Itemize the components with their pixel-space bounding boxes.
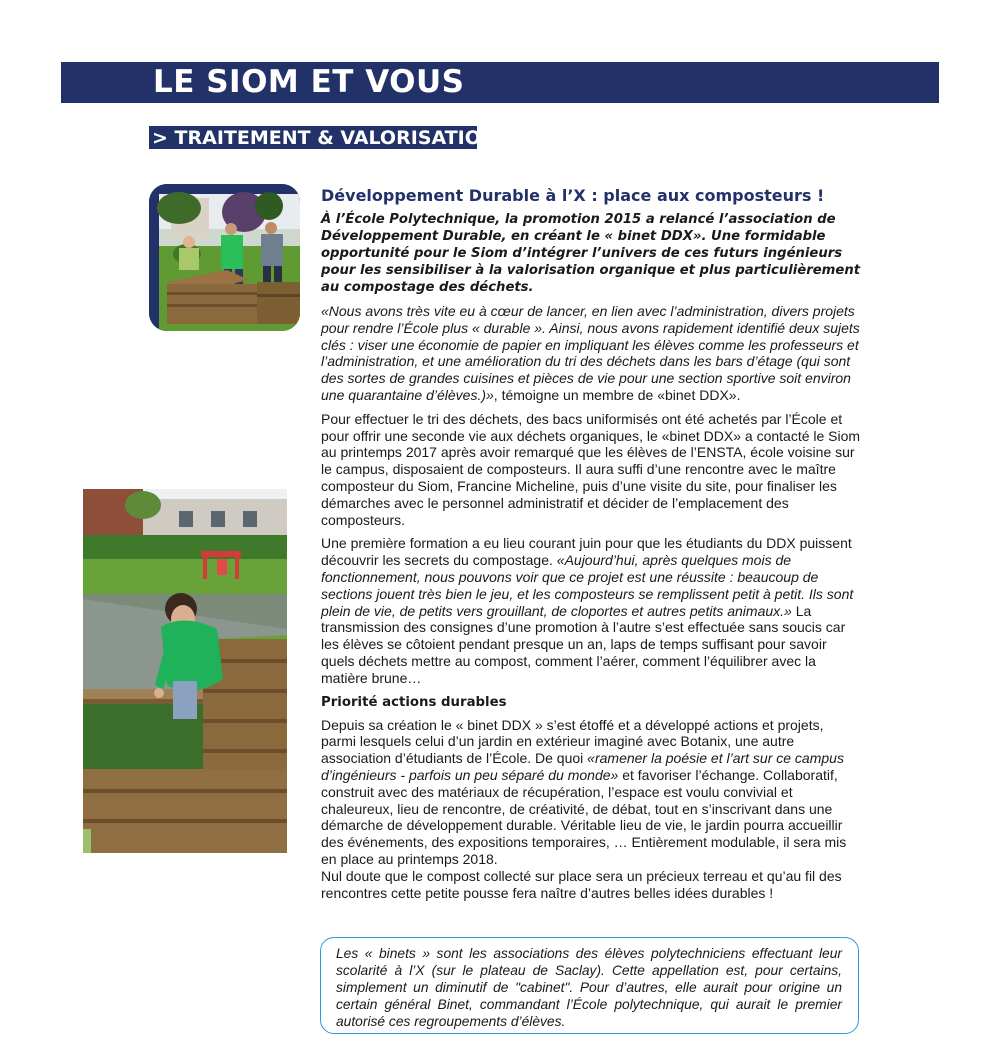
formation-intro: Une première formation a eu lieu courant juin pour que les étudiants du DDX puissent découvrir les secrets du compostage. <box>321 535 852 569</box>
note-box-binets <box>320 937 859 1034</box>
formation-end: La transmission des consignes d’une promotion à l’autre s’est effectuée sans soucis car les élèves se côtoient pendant presque un an, laps de temps suffisant pour savoir quels déchets mettre au compost, comment l’aérer, comment l’équilibrer avec la matière brune… <box>321 602 846 686</box>
jardin-end: et favoriser l’échange. Collaboratif, construit avec des matériaux de récupération, l’espace est voulu convivial et chaleureux, lieu de rencontre, de créativité, de débat, tout en s’inscrivant dans une démarche de développement durable. Véritable lieu de vie, le jardin pourra accueillir des événements, des expositions temporaires, … Entièrement modulable, il sera mis en place au printemps 2018. <box>321 766 847 867</box>
paragraph-conclusion: Nul doute que le compost collecté sur place sera un précieux terreau et qu’au fil des rencontres cette petite pousse fera naître d’autres belles idées durables ! <box>321 867 842 901</box>
quote-ddx-attribution: , témoigne un membre de «binet DDX». <box>493 386 741 403</box>
subhead-priorite: Priorité actions durables <box>321 694 507 710</box>
header-bar <box>61 62 939 103</box>
quote-ddx: «Nous avons très vite eu à cœur de lancer, en lien avec l’administration, divers projets pour rendre l’École plus « durable ». Ainsi, nous avons rapidement identifié deux sujets clés : viser une économie de papier en impliquant les élèves comme les professeurs et l’administration, et une amélioration du tri des déchets dans les bars d’étage (qui sont des sortes de grandes cuisines et pièces de vie pour une section sportive soit environ une quarantaine d’élèves.)» <box>321 303 860 403</box>
jardin-quote: «ramener la poésie et l’art sur ce campus d’ingénieurs - parfois un peu séparé du monde» <box>321 750 844 783</box>
paragraph-formation <box>321 535 861 686</box>
paragraph-tri-dechets: Pour effectuer le tri des déchets, des bacs uniformisés ont été achetés par l’École et pour offrir une seconde vie aux déchets organiques, le «binet DDX» a contacté le Siom au printemps 2017 après avoir remarqué que les élèves de l’ENSTA, école voisine sur le campus, disposaient de composteurs. Il aura suffi d’une rencontre avec le maître composteur du Siom, Francine Micheline, puis d’une visite du site, pour finaliser les démarches avec le personnel administratif et décider de l’emplacement des composteurs. <box>321 410 861 528</box>
page-title: LE SIOM ET VOUS <box>153 64 465 100</box>
paragraph-quote-ddx <box>321 303 861 404</box>
photo-student-at-composter <box>83 489 287 853</box>
article-lead: À l’École Polytechnique, la promotion 2015 a relancé l’association de Développement Durable, en créant le « binet DDX». Une formidable opportunité pour le Siom d’intégrer l’univers de ces futurs ingénieurs pour les sensibiliser à la valorisation organique et plus particulièrement au compostage des déchets. <box>321 212 861 295</box>
photo-students-building-composters <box>149 184 300 331</box>
article-title: Développement Durable à l’X : place aux composteurs ! <box>321 186 825 205</box>
formation-quote: «Aujourd’hui, après quelques mois de fonctionnement, nous pouvons voir que ce projet est une réussite : beaucoup de sections jouent très bien le jeu, et les composteurs se remplissent petit à petit. Ils sont plein de vie, de petits vers grouillant, de cloportes et autres petits animaux.» <box>321 552 854 619</box>
note-text: Les « binets » sont les associations des élèves polytechniciens effectuant leur scolarité à l’X (sur le plateau de Saclay). Cette appellation est, pour certains, simplement un diminutif de "cabinet". Pour d’autres, elle aurait pour origine un certain général Binet, commandant l’École polytechnique, qui aurait le premier autorisé ces regroupements d’élèves. <box>336 946 842 1029</box>
section-tag: > TRAITEMENT & VALORISATION <box>149 126 477 149</box>
article <box>321 185 861 908</box>
jardin-intro: Depuis sa création le « binet DDX » s’est étoffé et a développé actions et projets, parmi lesquels celui d’un jardin en extérieur imaginé avec Botanix, une autre association d’étudiants de l’École. De quoi <box>321 716 824 767</box>
paragraph-jardin <box>321 717 861 868</box>
